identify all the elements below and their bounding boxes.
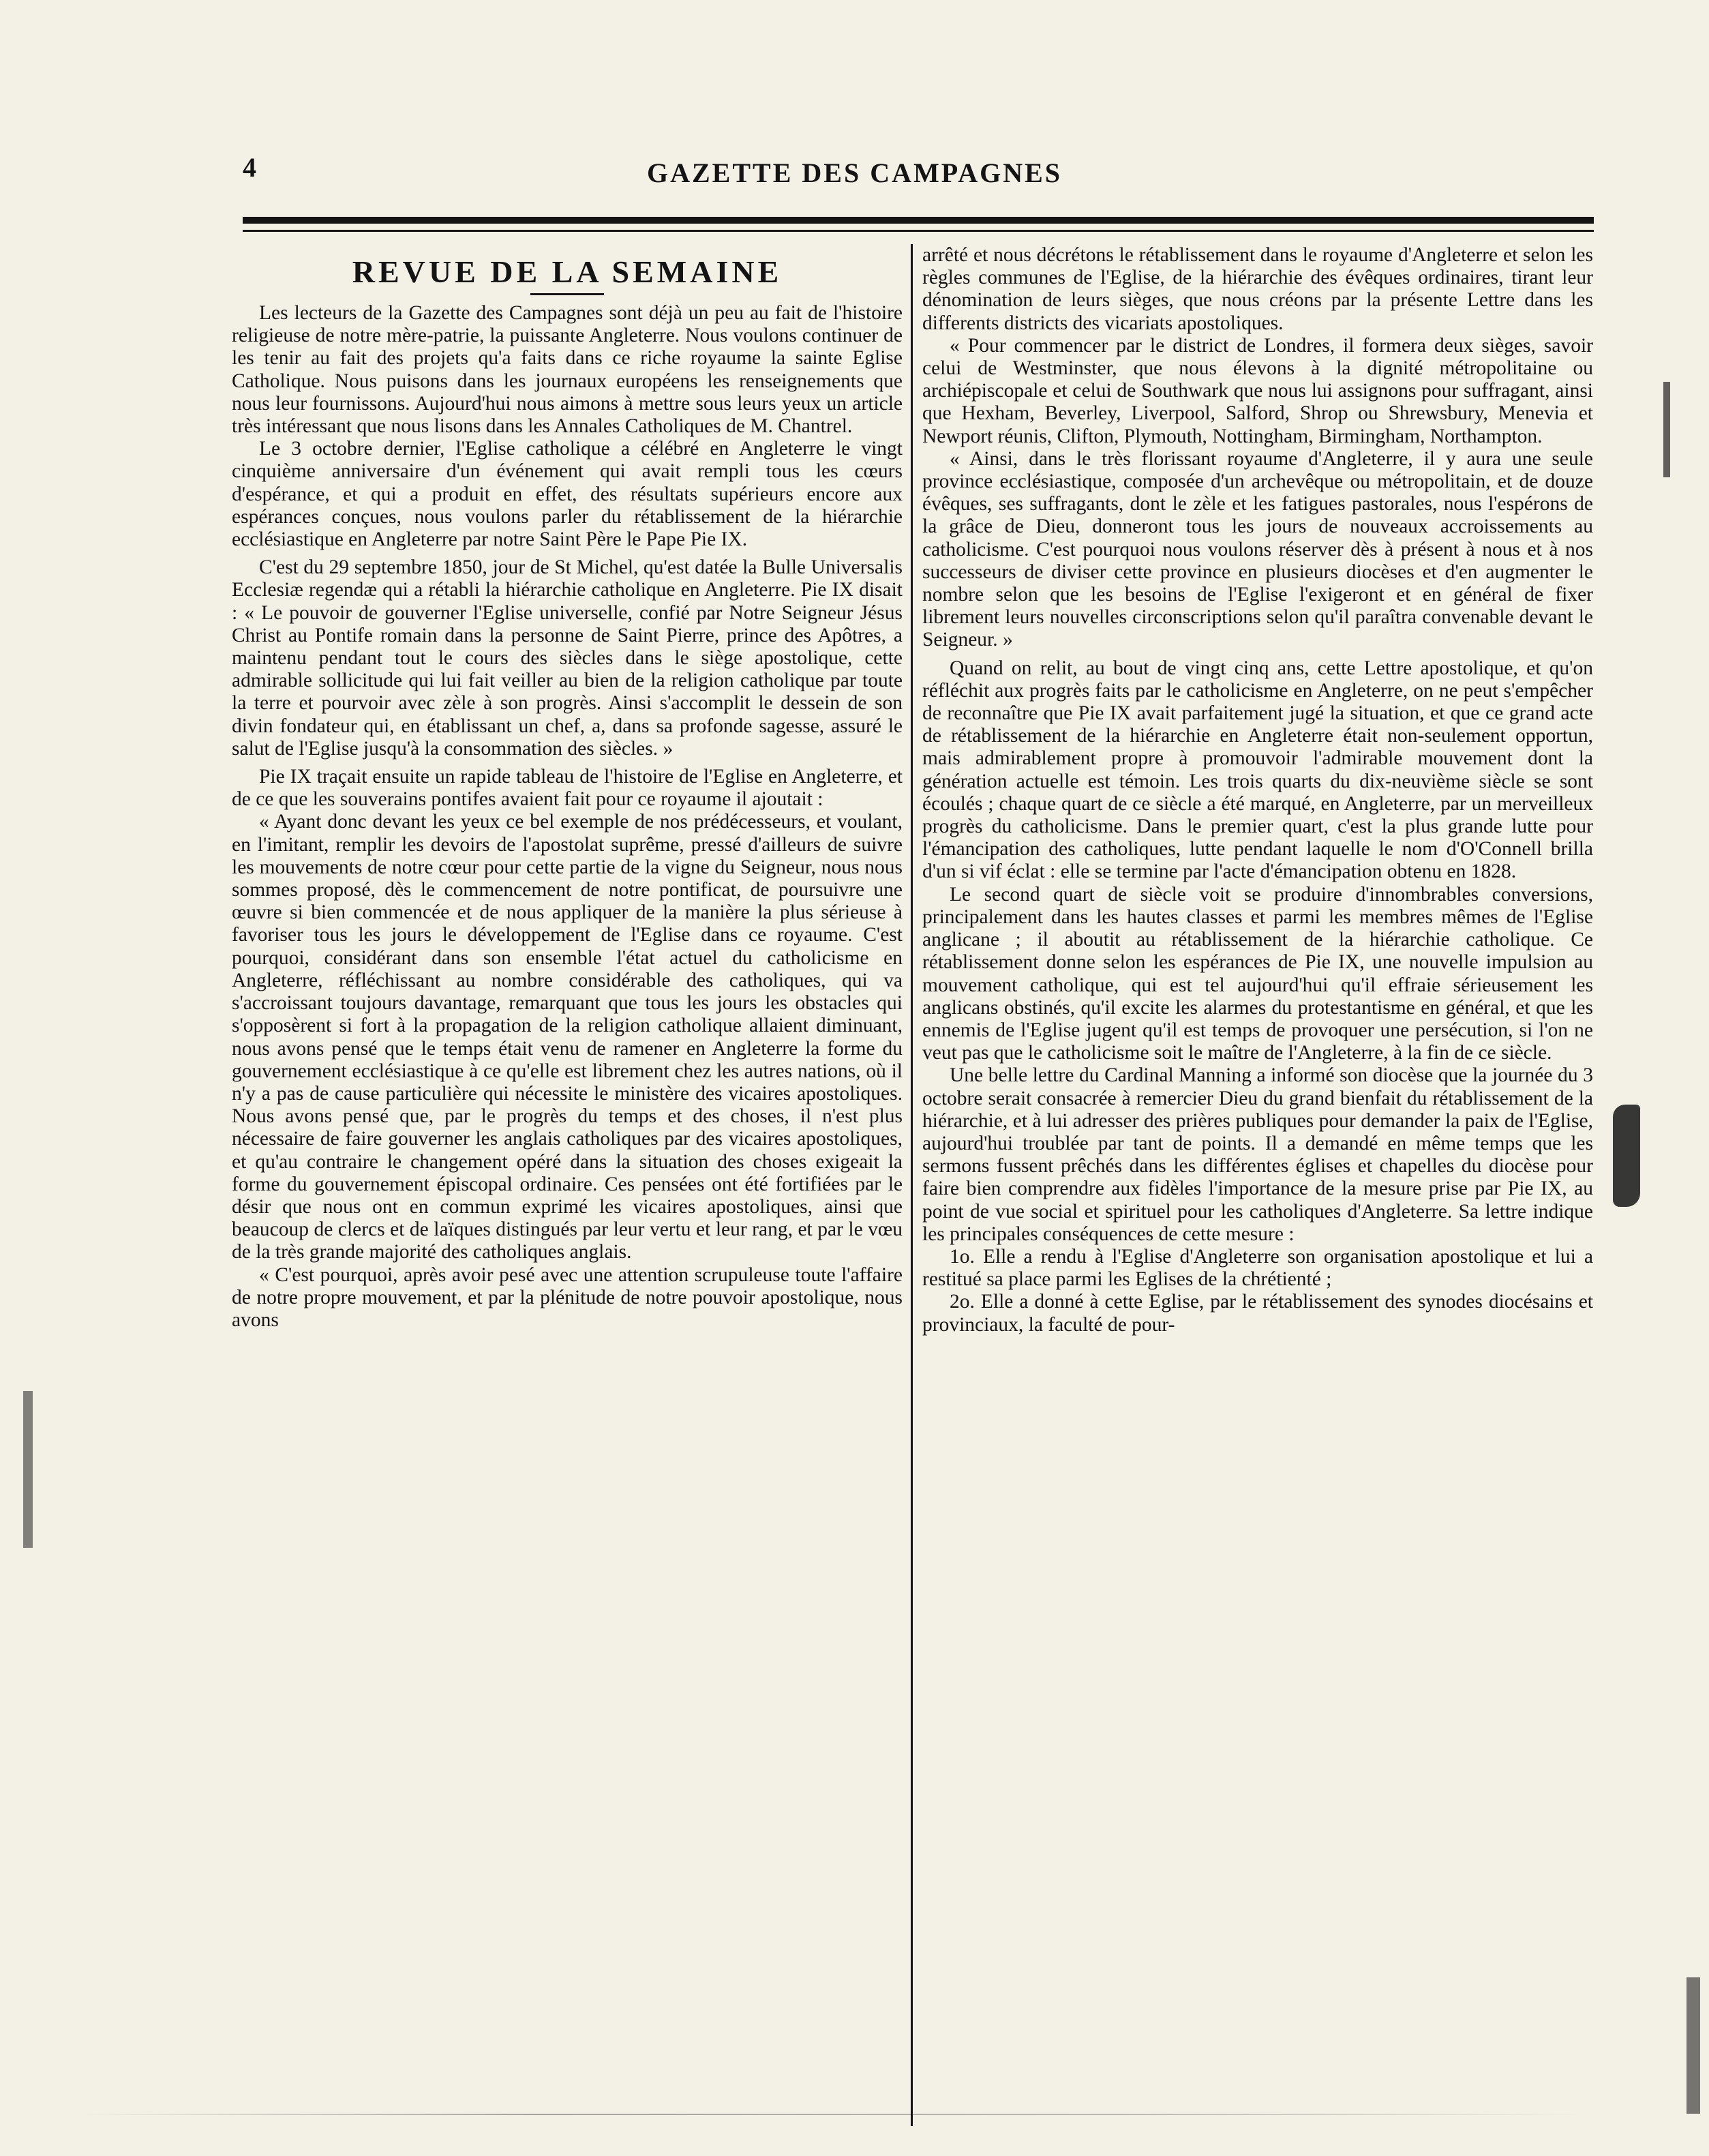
section-heading: REVUE DE LA SEMAINE bbox=[352, 254, 783, 289]
paragraph: « Pour commencer par le district de Londres, il formera deux sièges, savoir celui de Westminster, que nous élevons à la dignité métropolitaine ou archiépiscopale et celui de Southwark que nous lui assignons pour suffragant, ainsi que Hexham, Beverley, Liverpool, Salford, Shrop ou Shrewsbury, Menevia et Newport réunis, Clifton, Plymouth, Nottingham, Birmingham, Northampton. bbox=[922, 334, 1593, 447]
right-column bbox=[922, 244, 1593, 2119]
paragraph: 1o. Elle a rendu à l'Eglise d'Angleterre son organisation apostolique et lui a restitué sa place parmi les Eglises de la chrétienté ; bbox=[922, 1245, 1593, 1291]
paragraph: « Ayant donc devant les yeux ce bel exemple de nos prédécesseurs, et voulant, en l'imitant, remplir les devoirs de l'apostolat suprême, pressé d'ailleurs de suivre les mouvements de notre cœur pour cette partie de la vigne du Seigneur, nous nous sommes proposé, dès le commencement de notre pontificat, de poursuivre une œuvre si bien commencée et de nous appliquer de la manière la plus sérieuse à favoriser tous les jours le développement de l'Eglise dans ce royaume. C'est pourquoi, considérant dans son ensemble l'état actuel du catholicisme en Angleterre, réfléchissant au nombre considérable des catholiques, qui va s'accroissant toujours davantage, remarquant que tous les jours les obstacles qui s'opposèrent si fort à la propagation de la religion catholique allaient diminuant, nous avons pensé que le temps était venu de ramener en Angleterre la forme du gouvernement ecclésiastique à ce qu'elle est librement chez les autres nations, où il n'y a pas de cause particulière qui nécessite le ministère des vicaires apostoliques. Nous avons pensé que, par le progrès du temps et des choses, il n'est plus nécessaire de faire gouverner les anglais catholiques par des vicaires apostoliques, et qu'au contraire le changement opéré dans la situation des choses exigeait la forme du gouvernement épiscopal ordinaire. Ces pensées ont été fortifiées par le désir que nous ont en commun exprimé les vicaires apostoliques, ainsi que beaucoup de clercs et de laïques distingués par leur vertu et leur rang, et par le vœu de la très grande majorité des catholiques anglais. bbox=[232, 811, 903, 1263]
left-column bbox=[232, 244, 903, 2119]
bottom-edge-line bbox=[82, 2114, 1582, 2115]
heading-rule bbox=[530, 293, 604, 295]
paragraph: Pie IX traçait ensuite un rapide tableau de l'histoire de l'Eglise en Angleterre, et de ce que les souverains pontifes avaient fait pour ce royaume il ajoutait : bbox=[232, 766, 903, 811]
margin-smudge bbox=[1687, 1977, 1700, 2114]
paragraph: Le 3 octobre dernier, l'Eglise catholique a célébré en Angleterre le vingt cinquième anniversaire d'un événement qui avait rempli tous les cœurs d'espérance, et qui a produit en effet, des résultats supérieurs encore aux espérances conçues, nous voulons parler du rétablissement de la hiérarchie ecclésiastique en Angleterre par notre Saint Père le Pape Pie IX. bbox=[232, 438, 903, 551]
paragraph: « Ainsi, dans le très florissant royaume d'Angleterre, il y aura une seule province ecclésiastique, composée d'un archevêque ou métropolitain, et de douze évêques, ses suffragants, dont le zèle et les fatigues pastorales, nous l'espérons de la grâce de Dieu, donneront tous les jours de nouveaux accroissements au catholicisme. C'est pourquoi nous voulons réserver dès à présent à nous et à nos successeurs de diviser cette province en plusieurs diocèses et d'en augmenter le nombre selon que les besoins de l'Eglise l'exigeront et en général de fixer librement leurs nouvelles circonscriptions selon qu'il paraîtra convenable devant le Seigneur. » bbox=[922, 447, 1593, 651]
paragraph: Les lecteurs de la Gazette des Campagnes sont déjà un peu au fait de l'histoire religieuse de notre mère-patrie, la puissante Angleterre. Nous voulons continuer de les tenir au fait des projets qu'a faits dans ce riche royaume la sainte Eglise Catholique. Nous puisons dans les journaux européens les renseignements que nous leur fournissons. Aujourd'hui nous aimons à mettre sous leurs yeux un article très intéressant que nous lisons dans les Annales Catholiques de M. Chantrel. bbox=[232, 302, 903, 438]
paragraph: Quand on relit, au bout de vingt cinq ans, cette Lettre apostolique, et qu'on réfléchit aux progrès faits par le catholicisme en Angleterre, on ne peut s'empêcher de reconnaître que Pie IX avait parfaitement jugé la situation, et que ce grand acte de rétablissement de la hiérarchie en Angleterre était non-seulement opportun, mais admirablement propre à promouvoir l'admirable mouvement dont la génération actuelle est témoin. Les trois quarts du dix-neuvième siècle se sont écoulés ; chaque quart de ce siècle a été marqué, en Angleterre, par un merveilleux progrès du catholicisme. Dans le premier quart, c'est la plus grande lutte pour l'émancipation des catholiques, lutte pendant laquelle le nom d'O'Connell brilla d'un si vif éclat : elle se termine par l'acte d'émancipation obtenu en 1828. bbox=[922, 657, 1593, 883]
paragraph: arrêté et nous décrétons le rétablissement dans le royaume d'Angleterre et selon les règles communes de l'Eglise, de la hiérarchie des évêques ordinaires, tirant leur dénomination de leurs sièges, que nous créons par la présente Lettre dans les differents districts des vicariats apostoliques. bbox=[922, 244, 1593, 334]
column-divider bbox=[911, 244, 913, 2126]
margin-smudge bbox=[1663, 382, 1670, 477]
paragraph: Une belle lettre du Cardinal Manning a informé son diocèse que la journée du 3 octobre serait consacrée à remercier Dieu du grand bienfait du rétablissement de la hiérarchie, et à lui adresser des prières publiques pour demander la paix de l'Eglise, aujourd'hui troublée par tant de points. Il a demandé en même temps que les sermons fussent prêchés dans les différentes églises et chapelles du diocèse pour faire bien comprendre aux fidèles l'importance de la mesure prise par Pie IX, au point de vue social et spirituel pour les catholiques d'Angleterre. Sa lettre indique les principales conséquences de cette mesure : bbox=[922, 1064, 1593, 1245]
paragraph: Le second quart de siècle voit se produire d'innombrables conversions, principalement dans les hautes classes et parmi les membres mêmes de l'Eglise anglicane ; il aboutit au rétablissement de la hiérarchie catholique. Ce rétablissement donne selon les espérances de Pie IX, une nouvelle impulsion au mouvement catholique, qui est tel aujourd'hui qu'il effraie sérieusement les anglicans obstinés, qu'il excite les alarmes du protestantisme en général, et que les ennemis de l'Eglise jugent qu'il est temps de provoquer une persécution, si l'on ne veut pas que le catholicisme soit le maître de l'Angleterre, à la fin de ce siècle. bbox=[922, 883, 1593, 1064]
paragraph: « C'est pourquoi, après avoir pesé avec une attention scrupuleuse toute l'affaire de notre propre mouvement, et par la plénitude de notre pouvoir apostolique, nous avons bbox=[232, 1263, 903, 1331]
header-rule-thin bbox=[243, 230, 1594, 232]
paragraph: 2o. Elle a donné à cette Eglise, par le rétablissement des synodes diocésains et provinciaux, la faculté de pour- bbox=[922, 1291, 1593, 1336]
header-rule-thick bbox=[243, 217, 1594, 224]
paragraph: C'est du 29 septembre 1850, jour de St Michel, qu'est datée la Bulle Universalis Ecclesiæ regendæ qui a rétabli la hiérarchie catholique en Angleterre. Pie IX disait : « Le pouvoir de gouverner l'Eglise universelle, confié par Notre Seigneur Jésus Christ au Pontife romain dans la personne de Saint Pierre, prince des Apôtres, a maintenu pendant tout le cours des siècles dans le siège apostolique, cette admirable sollicitude qui lui fait veiller au bien de la religion catholique par toute la terre et pourvoir avec zèle à son progrès. Ainsi s'accomplit le dessein de son divin fondateur qui, en établissant un chef, a, dans sa profonde sagesse, assuré le salut de l'Eglise jusqu'à la consommation des siècles. » bbox=[232, 556, 903, 760]
margin-smudge bbox=[1613, 1105, 1640, 1207]
newspaper-title: GAZETTE DES CAMPAGNES bbox=[646, 158, 1062, 188]
margin-smudge bbox=[23, 1391, 33, 1548]
page-number: 4 bbox=[243, 152, 256, 183]
